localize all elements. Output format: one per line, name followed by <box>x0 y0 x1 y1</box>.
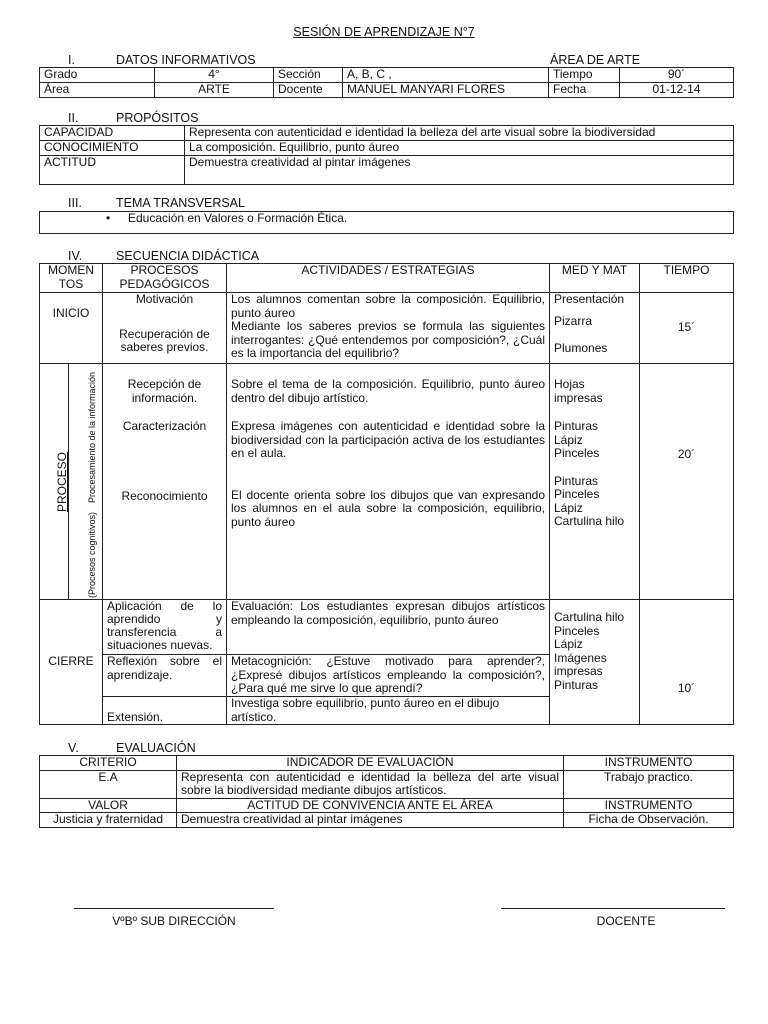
signature-label-docente: DOCENTE <box>596 914 656 928</box>
inicio-materiales <box>550 293 640 364</box>
document-title: SESIÓN DE APRENDIZAJE N°7 <box>293 25 475 39</box>
value-fecha: 01-12-14 <box>620 83 734 98</box>
label-tiempo: Tiempo <box>549 68 620 83</box>
instrumento-valor: Ficha de Observación. <box>564 813 734 828</box>
datos-informativos-table <box>39 67 734 98</box>
section-1-heading: DATOS INFORMATIVOS <box>116 53 256 67</box>
proceso-actividades <box>227 364 550 600</box>
actividad-evaluacion: Evaluación: Los estudiantes expresan dibujos artísticos empleando la composición, equilibrio, punto áureo <box>227 600 550 655</box>
actividad-proceso-3: El docente orienta sobre los dibujos que van expresando los alumnos en el aula sobre la composición, equilibrio, punto áureo <box>231 487 545 529</box>
proceso-motivacion: Motivación <box>135 292 194 306</box>
tiempo-proceso: 20´ <box>640 364 734 600</box>
header-procesos <box>103 264 227 293</box>
header-instrumento: INSTRUMENTO <box>564 756 734 771</box>
material-lapiz-3: Lápiz <box>554 637 583 651</box>
header-procesos-line1: PROCESOS <box>130 263 199 277</box>
label-seccion: Sección <box>274 68 343 83</box>
secuencia-didactica-table <box>39 263 734 725</box>
section-1-number: I. <box>68 53 75 67</box>
instrumento-ea: Trabajo practico. <box>564 770 734 798</box>
actividad-proceso-2: Expresa imágenes con autenticidad e identidad sobre la biodiversidad con la participación activa de los estudiantes en el aula. <box>231 419 545 460</box>
section-2-number: II. <box>68 111 79 125</box>
header-momentos-line2: TOS <box>58 276 84 291</box>
tema-transversal-table <box>39 211 734 234</box>
label-area: Área <box>40 83 155 98</box>
value-seccion: A, B, C , <box>343 68 549 83</box>
actividad-metacognicion: Metacognición: ¿Estuve motivado para aprender?, ¿Expresé dibujos artísticos empleando la composición?, ¿Para qué me sirve lo que aprendí? <box>227 655 550 697</box>
criterio-ea: E.A <box>40 770 177 798</box>
material-impresas-2: impresas <box>554 664 603 678</box>
material-impresas: impresas <box>554 390 603 405</box>
section-3-heading: TEMA TRANSVERSAL <box>116 196 245 210</box>
proceso-recuperacion: Recuperación de saberes previos. <box>119 326 210 354</box>
section-4-number: IV. <box>68 249 83 263</box>
header-momentos <box>40 264 103 293</box>
tiempo-cierre: 10´ <box>640 600 734 725</box>
material-cartulina: Cartulina hilo <box>554 514 625 528</box>
proceso-vertical-2: Procesamiento de la información <box>87 371 97 503</box>
actividad-inicio-2: Mediante los saberes previos se formula las siguientes interrogantes: ¿Qué entendemos por composición?, ¿Cuál es la importancia del equilibrio? <box>231 319 545 360</box>
indicador-ea: Representa con autenticidad e identidad la belleza del arte visual sobre la biodiversidad mediante dibujos artísticos. <box>177 770 564 798</box>
inicio-procesos <box>103 293 227 364</box>
header-valor: VALOR <box>40 798 177 813</box>
actitud-valor: Demuestra creatividad al pintar imágenes <box>177 813 564 828</box>
inicio-actividades <box>227 293 550 364</box>
header-momentos-line1: MOMEN <box>48 263 94 277</box>
material-pinceles: Pinceles <box>554 446 600 460</box>
actividad-inicio-1: Los alumnos comentan sobre la composición. Equilibrio, punto áureo <box>231 292 545 320</box>
label-actitud: ACTITUD <box>40 156 185 185</box>
section-5-heading: EVALUACIÓN <box>116 741 196 755</box>
header-procesos-line2: PEDAGÓGICOS <box>119 276 210 291</box>
label-conocimiento: CONOCIMIENTO <box>40 141 185 156</box>
material-plumones: Plumones <box>554 341 608 355</box>
value-conocimiento: La composición. Equilibrio, punto áureo <box>185 141 734 156</box>
proceso-caracterizacion: Caracterización <box>122 419 207 433</box>
section-4-heading: SECUENCIA DIDÁCTICA <box>116 249 260 263</box>
header-actividades: ACTIVIDADES / ESTRATEGIAS <box>227 264 550 293</box>
momento-inicio: INICIO <box>40 293 103 364</box>
value-capacidad: Representa con autenticidad e identidad la belleza del arte visual sobre la biodiversidad <box>185 126 734 141</box>
section-5-number: V. <box>68 741 79 755</box>
material-lapiz: Lápiz <box>554 432 583 447</box>
evaluacion-table <box>39 755 734 828</box>
material-presentacion: Presentación <box>554 292 625 306</box>
proceso-extension: Extensión. <box>103 697 227 725</box>
material-pinceles-3: Pinceles <box>554 623 600 638</box>
header-actitud-convivencia: ACTITUD DE CONVIVENCIA ANTE EL ÁREA <box>177 798 564 813</box>
actividad-proceso-1: Sobre el tema de la composición. Equilibrio, punto áureo dentro del dibujo artístico. <box>231 377 545 405</box>
label-fecha: Fecha <box>549 83 620 98</box>
valor-justicia: Justicia y fraternidad <box>40 813 177 828</box>
value-actitud: Demuestra creatividad al pintar imágenes <box>185 156 734 185</box>
signature-label-subdireccion: VºBº SUB DIRECCIÓN <box>112 914 236 928</box>
proceso-reconocimiento: Reconocimiento <box>121 488 208 503</box>
proceso-vertical-1: (Procesos cognitivos) <box>87 511 97 598</box>
label-capacidad: CAPACIDAD <box>40 126 185 141</box>
material-imagenes: Imágenes <box>554 650 607 665</box>
section-3-number: III. <box>68 196 82 210</box>
label-grado: Grado <box>40 68 155 83</box>
actividad-extension: Investiga sobre equilibrio, punto áureo en el dibujo artístico. <box>227 697 550 725</box>
propositos-table <box>39 125 734 185</box>
material-lapiz-2: Lápiz <box>554 500 583 515</box>
cierre-materiales <box>550 600 640 725</box>
value-tiempo: 90´ <box>620 68 734 83</box>
value-docente: MANUEL MANYARI FLORES <box>343 83 549 98</box>
proceso-materiales <box>550 364 640 600</box>
material-pinturas-2: Pinturas <box>554 473 599 488</box>
section-2-heading: PROPÓSITOS <box>116 111 199 125</box>
tiempo-inicio: 15´ <box>640 293 734 364</box>
header-instrumento-2: INSTRUMENTO <box>564 798 734 813</box>
signature-line-left <box>74 908 274 909</box>
signature-line-right <box>501 908 725 909</box>
material-pinturas-3: Pinturas <box>554 677 599 692</box>
material-pinturas: Pinturas <box>554 419 599 433</box>
bullet-icon: • <box>106 211 111 225</box>
header-tiempo: TIEMPO <box>640 264 734 293</box>
momento-cierre: CIERRE <box>40 600 103 725</box>
proceso-reflexion: Reflexión sobre el aprendizaje. <box>103 655 227 697</box>
header-criterio: CRITERIO <box>40 756 177 771</box>
header-indicador: INDICADOR DE EVALUACIÓN <box>177 756 564 771</box>
material-pinceles-2: Pinceles <box>554 487 600 501</box>
proceso-procesos <box>103 364 227 600</box>
header-med-mat: MED Y MAT <box>550 264 640 293</box>
material-cartulina-2: Cartulina hilo <box>554 610 625 624</box>
value-grado: 4° <box>155 68 274 83</box>
tema-transversal-text: Educación en Valores o Formación Ética. <box>128 211 348 225</box>
material-hojas: Hojas <box>554 377 585 391</box>
label-docente: Docente <box>274 83 343 98</box>
proceso-aplicacion: Aplicación de lo aprendido y transferencia a situaciones nuevas. <box>103 600 227 655</box>
proceso-recepcion: Recepción de información. <box>127 377 202 405</box>
area-heading: ÁREA DE ARTE <box>550 53 641 67</box>
tema-transversal-item <box>40 212 734 234</box>
material-pizarra: Pizarra <box>554 313 593 328</box>
momento-proceso-label: PROCESO <box>55 451 69 512</box>
value-area: ARTE <box>155 83 274 98</box>
